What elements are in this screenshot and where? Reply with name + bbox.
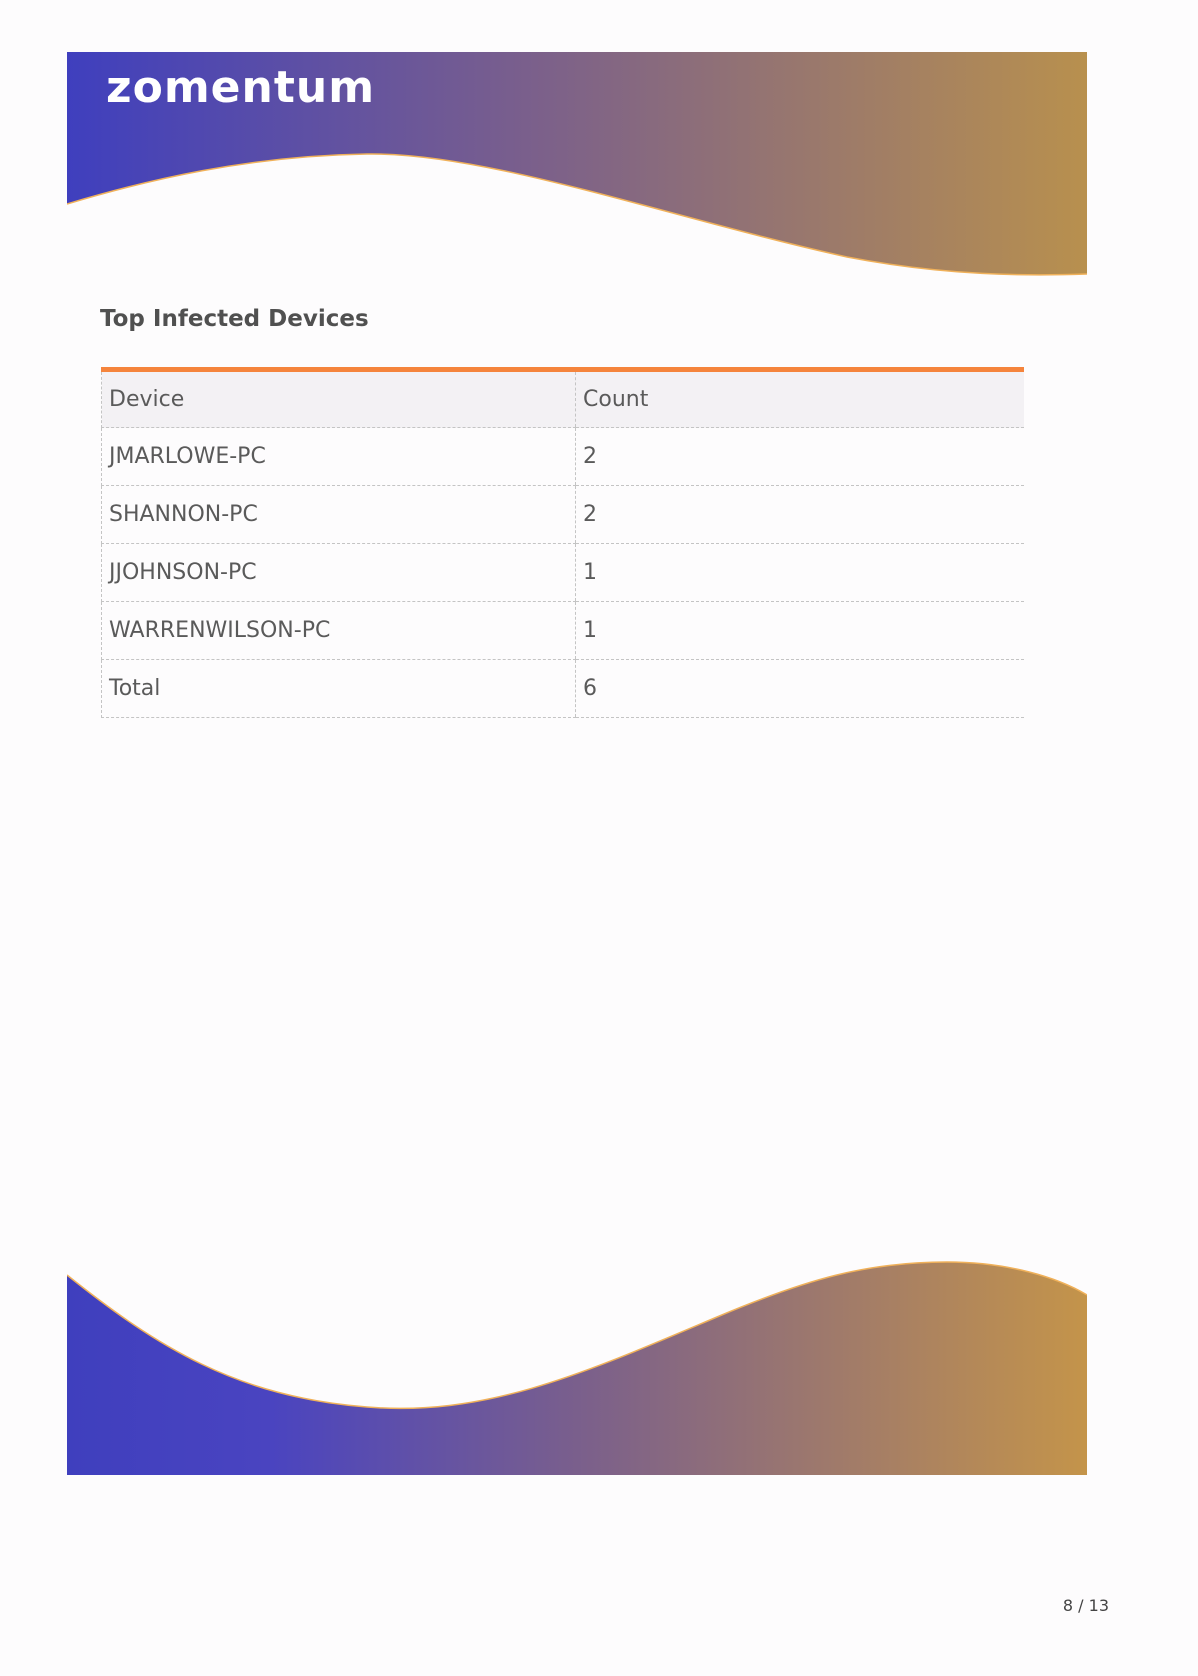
- device-cell: WARRENWILSON-PC: [102, 602, 576, 660]
- table-row: [102, 486, 1025, 544]
- count-cell: 2: [576, 486, 1025, 544]
- total-count-cell: 6: [576, 660, 1025, 718]
- zomentum-logo: zomentum: [106, 62, 376, 113]
- section-title: Top Infected Devices: [100, 306, 369, 332]
- count-cell: 2: [576, 428, 1025, 486]
- count-cell: 1: [576, 544, 1025, 602]
- footer-banner: [67, 1237, 1087, 1475]
- column-header-count: Count: [576, 370, 1025, 428]
- total-label-cell: Total: [102, 660, 576, 718]
- device-cell: JMARLOWE-PC: [102, 428, 576, 486]
- infected-devices-table: [101, 367, 1024, 718]
- device-cell: JJOHNSON-PC: [102, 544, 576, 602]
- page-number: 8 / 13: [1062, 1596, 1109, 1615]
- table-row: [102, 428, 1025, 486]
- table-row: [102, 544, 1025, 602]
- table-row: [102, 602, 1025, 660]
- column-header-device: Device: [102, 370, 576, 428]
- table-total-row: [102, 660, 1025, 718]
- count-cell: 1: [576, 602, 1025, 660]
- table-header-row: [102, 370, 1025, 428]
- device-cell: SHANNON-PC: [102, 486, 576, 544]
